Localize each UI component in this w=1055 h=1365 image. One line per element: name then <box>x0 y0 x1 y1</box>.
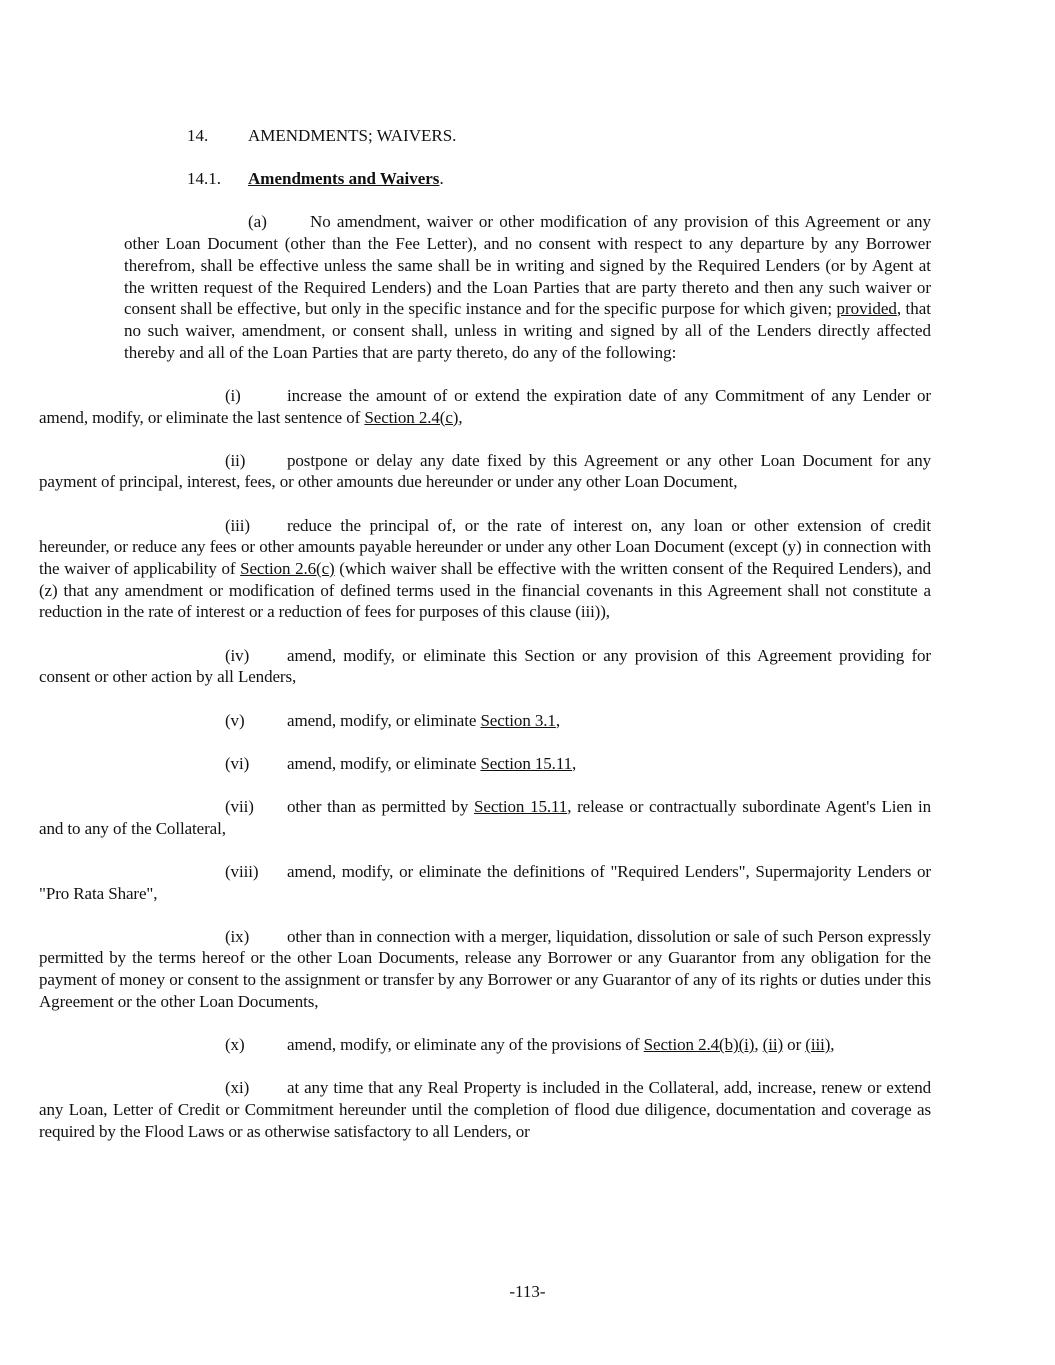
clause-x <box>39 1034 931 1056</box>
page-number: -113- <box>509 1282 546 1301</box>
section-reference: Section 2.4(c) <box>364 407 459 427</box>
clause-iii <box>39 515 931 624</box>
clause-label: (viii) <box>225 861 259 881</box>
clause-text: reduce the principal of, or the rate of interest on, any loan or other extension of credit hereunder, or reduce any fees or other amounts payable hereunder or under any other Loan Document (except (y) in connection with the waiver of applicability of <box>39 515 931 579</box>
clause-label: (vi) <box>225 753 250 773</box>
clause-i <box>39 385 931 428</box>
clause-label: (i) <box>225 385 241 405</box>
clause-text: , <box>754 1035 763 1055</box>
clause-vii <box>39 796 931 839</box>
section-reference: Section 3.1 <box>480 710 556 730</box>
clause-text: , <box>572 753 577 773</box>
clause-text: or <box>783 1035 806 1055</box>
clause-text: amend, modify, or eliminate the definitions of "Required Lenders", Supermajority Lenders or "Pro Rata Share", <box>39 861 931 903</box>
section-reference: Section 15.11 <box>480 753 572 773</box>
paragraph-text: , that no such waiver, amendment, or consent shall, unless in writing and signed by all of the Lenders directly affected thereby and all of the Loan Parties that are party thereto, do any of the following: <box>124 299 931 362</box>
clause-label: (iv) <box>225 645 250 665</box>
clause-text: , <box>830 1035 835 1055</box>
clause-xi <box>39 1077 931 1142</box>
section-reference: Section 2.6(c) <box>240 559 335 579</box>
subsection-trail: . <box>439 169 444 189</box>
paragraph-text: No amendment, waiver or other modification of any provision of this Agreement or any other Loan Document (other than the Fee Letter), and no consent with respect to any departure by any Borrower therefrom, shall be effective unless the same shall be in writing and signed by the Required Lenders (or by Agent at the written request of the Required Lenders) and the Loan Parties that are party thereto and then any such waiver or consent shall be effective, but only in the specific instance and for the specific purpose for which given; <box>124 212 931 319</box>
clause-viii <box>39 861 931 904</box>
section-title: AMENDMENTS; WAIVERS. <box>248 126 457 145</box>
clause-text: , <box>555 710 560 730</box>
clause-label: (ii) <box>225 450 246 470</box>
provided-term: provided <box>836 299 897 319</box>
clause-v <box>39 710 931 732</box>
clause-text: amend, modify, or eliminate this Section or any provision of this Agreement providing for consent or other action by all Lenders, <box>39 645 931 687</box>
clause-text: other than in connection with a merger, liquidation, dissolution or sale of such Person expressly permitted by the terms hereof or the other Loan Documents, release any Borrower or any Guarantor from any obligation for the payment of money or consent to the assignment or transfer by any Borrower or any Guarantor of any of its rights or duties under this Agreement or the other Loan Documents, <box>39 926 931 1011</box>
subsection-title: Amendments and Waivers <box>248 169 440 189</box>
clause-ix <box>39 926 931 1013</box>
section-number: 14. <box>187 126 209 145</box>
clause-text: , <box>458 407 463 427</box>
clause-text: other than as permitted by <box>287 796 475 816</box>
clause-label: (xi) <box>225 1078 250 1098</box>
clause-text: postpone or delay any date fixed by this Agreement or any other Loan Document for any payment of principal, interest, fees, or other amounts due hereunder or under any other Loan Document, <box>39 450 931 492</box>
subsection-heading <box>187 168 1055 190</box>
clause-label: (v) <box>225 710 245 730</box>
subsection-number: 14.1. <box>187 169 221 189</box>
clause-text: amend, modify, or eliminate any of the provisions of <box>287 1035 644 1055</box>
clause-label: (x) <box>225 1035 245 1055</box>
paragraph-a <box>124 211 931 363</box>
clause-text: (which waiver shall be effective with the written consent of the Required Lenders), and (z) that any amendment or modification of defined terms used in the financial covenants in this Agreement shall not constitute a reduction in the rate of interest or a reduction of fees for purposes of this clause (iii)), <box>39 559 932 622</box>
document-page <box>0 125 1055 1164</box>
section-reference: Section 2.4(b)(i) <box>643 1035 755 1055</box>
clause-label: (iii) <box>225 515 250 535</box>
clause-label: (ix) <box>225 926 250 946</box>
paragraph-label: (a) <box>248 212 267 232</box>
section-reference: (iii) <box>805 1035 831 1055</box>
clause-label: (vii) <box>225 796 254 816</box>
section-heading <box>187 125 1055 147</box>
clause-text: amend, modify, or eliminate <box>287 753 481 773</box>
clause-vi <box>39 753 931 775</box>
clause-text: increase the amount of or extend the expiration date of any Commitment of any Lender or amend, modify, or eliminate the last sentence of <box>39 385 931 427</box>
clause-text: at any time that any Real Property is included in the Collateral, add, increase, renew or extend any Loan, Letter of Credit or Commitment hereunder until the completion of flood due diligence, documentation and coverage as required by the Flood Laws or as otherwise satisfactory to all Lenders, or <box>39 1078 931 1141</box>
clause-text: amend, modify, or eliminate <box>287 710 481 730</box>
clause-ii <box>39 450 931 493</box>
clause-text: , release or contractually subordinate Agent's Lien in and to any of the Collateral, <box>39 796 931 838</box>
section-reference: (ii) <box>762 1035 784 1055</box>
clause-iv <box>39 645 931 688</box>
section-reference: Section 15.11 <box>474 796 568 816</box>
